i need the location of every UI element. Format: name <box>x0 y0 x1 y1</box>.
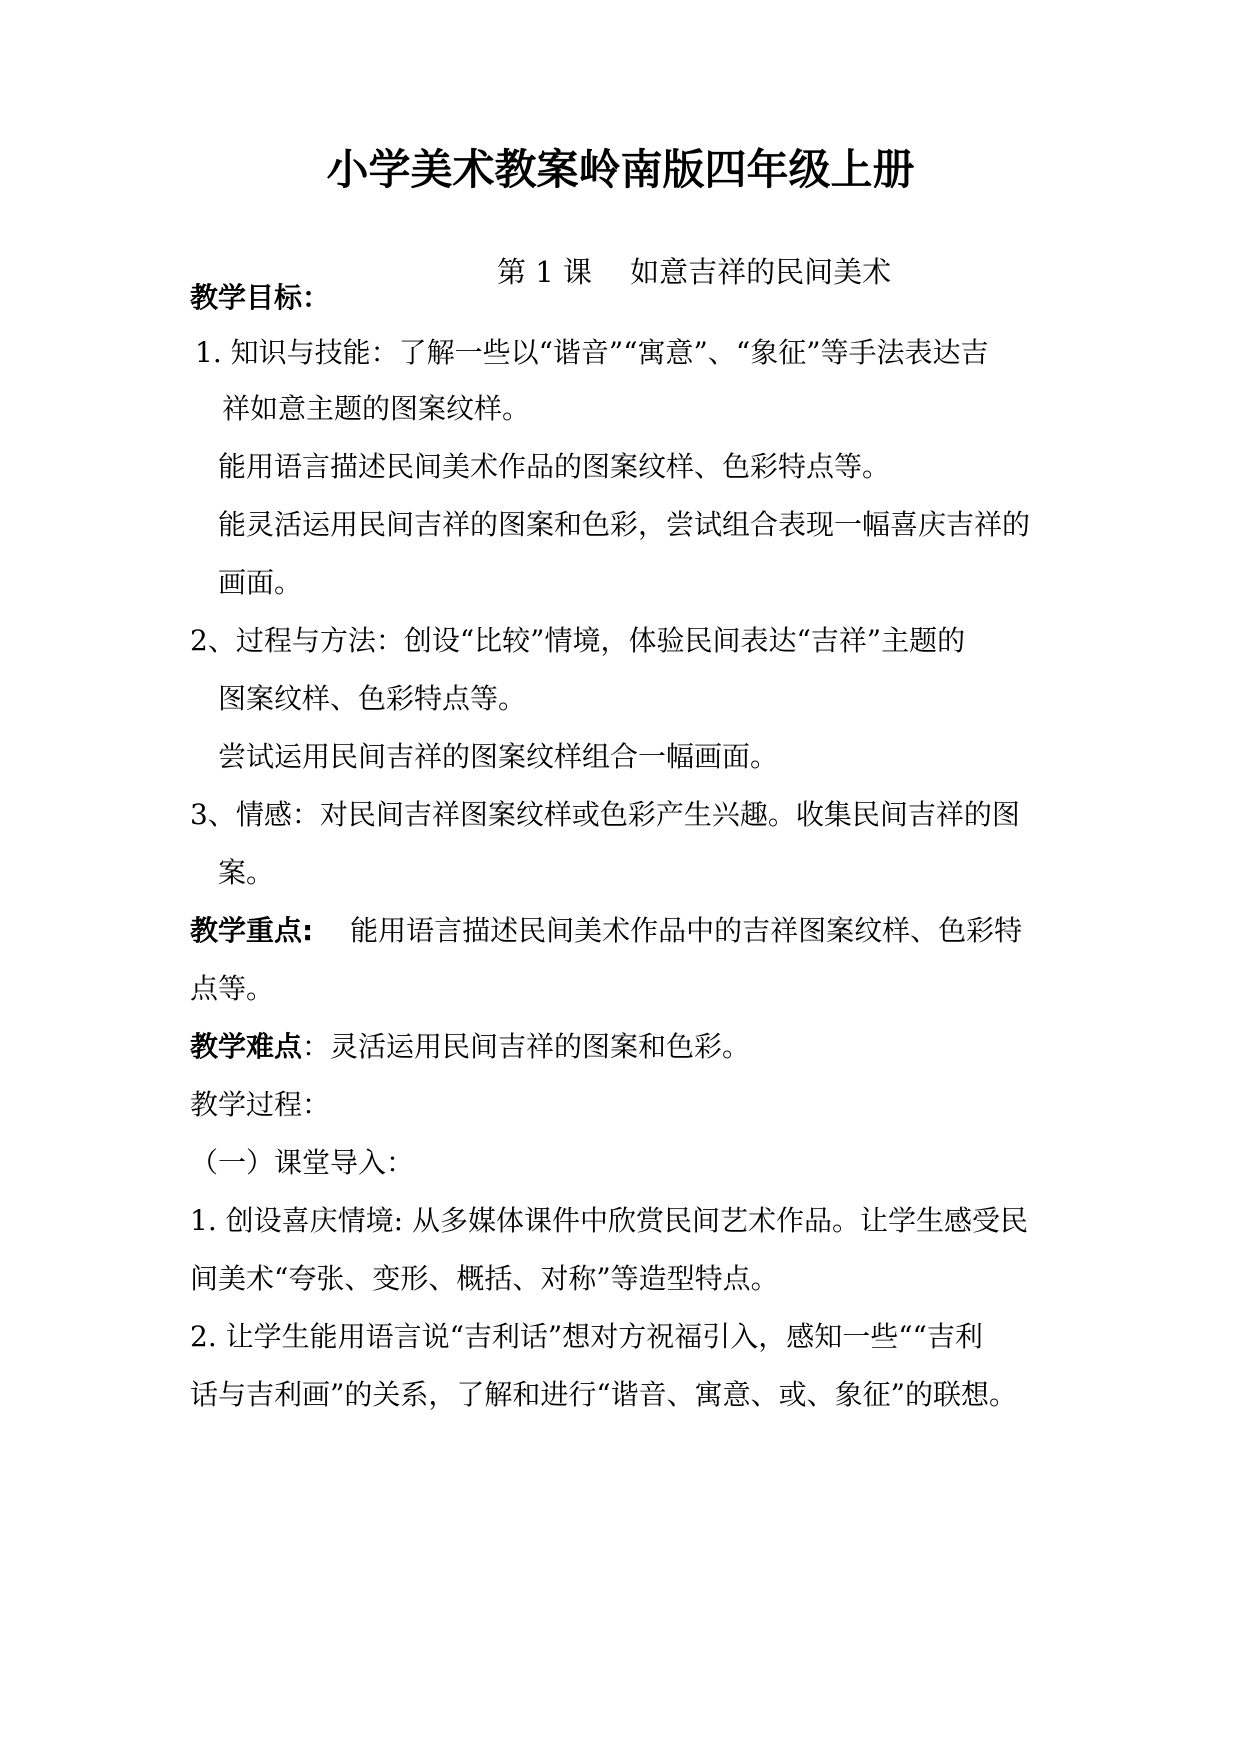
key-point-line-2: 点等。 <box>190 972 275 1005</box>
key-point-line-1 <box>190 911 1022 951</box>
objective-1-line-5: 画面。 <box>218 566 303 599</box>
process-item-1-line-2: 间美术“夸张、变形、概括、对称”等造型特点。 <box>190 1262 779 1295</box>
objective-3-line-2: 案。 <box>218 856 275 889</box>
objective-2-line-1: 2、过程与方法：创设“比较”情境，体验民间表达“吉祥”主题的 <box>190 624 966 657</box>
objective-1-line-2: 祥如意主题的图案纹样。 <box>222 392 531 425</box>
process-item-2-line-2: 话与吉利画”的关系，了解和进行“谐音、寓意、或、象征”的联想。 <box>190 1378 1017 1411</box>
objective-1-line-4: 能灵活运用民间吉祥的图案和色彩，尝试组合表现一幅喜庆吉祥的 <box>218 508 1031 541</box>
objective-3-line-1: 3、情感：对民间吉祥图案纹样或色彩产生兴趣。收集民间吉祥的图 <box>190 798 1020 831</box>
key-point-text: 能用语言描述民间美术作品中的吉祥图案纹样、色彩特 <box>313 914 1023 947</box>
process-section-1: （一）课堂导入： <box>190 1146 415 1179</box>
objective-2-line-3: 尝试运用民间吉祥的图案纹样组合一幅画面。 <box>218 740 779 773</box>
key-point-label: 教学重点: <box>190 914 314 947</box>
objective-1-line-3: 能用语言描述民间美术作品的图案纹样、色彩特点等。 <box>218 450 891 483</box>
difficulty-label: 教学难点 <box>190 1030 303 1063</box>
difficulty-line <box>190 1027 750 1067</box>
document-title: 小学美术教案岭南版四年级上册 <box>326 145 915 194</box>
process-item-1-line-1: 1. 创设喜庆情境: 从多媒体课件中欣赏民间艺术作品。让学生感受民 <box>190 1204 1028 1237</box>
objective-1-line-1: 1. 知识与技能：了解一些以“谐音”“寓意”、“象征”等手法表达吉 <box>195 336 989 369</box>
objectives-heading: 教学目标： <box>190 281 331 314</box>
process-item-2-line-1: 2. 让学生能用语言说“吉利话”想对方祝福引入，感知一些““吉利 <box>190 1320 983 1353</box>
objective-2-line-2: 图案纹样、色彩特点等。 <box>218 682 527 715</box>
process-heading: 教学过程： <box>190 1088 331 1121</box>
lesson-title: 第 1 课 如意吉祥的民间美术 <box>497 255 892 289</box>
difficulty-text: ：灵活运用民间吉祥的图案和色彩。 <box>302 1030 751 1063</box>
